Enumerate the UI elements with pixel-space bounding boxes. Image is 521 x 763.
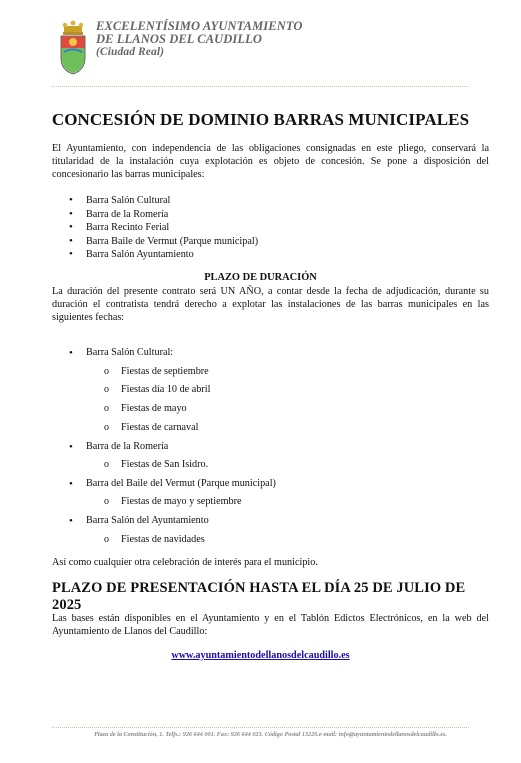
duration-paragraph: La duración del presente contrato será UN AÑO, a contar desde la fecha de adjudicación, durante su duración el contratista tendrá derecho a explotar las instalaciones de las barras municipales en las siguientes fechas: [52,286,489,323]
schedule-event: o Fiestas de San Isidro. [52,456,489,475]
schedule-bar: • Barra de la Romería [52,438,489,457]
schedule-bar: • Barra del Baile del Vermut (Parque municipal) [52,475,489,494]
footer-divider [52,727,469,728]
deadline-heading: PLAZO DE PRESENTACIÓN HASTA EL DÍA 25 DE JULIO DE 2025 [52,580,466,613]
intro-paragraph: El Ayuntamiento, con independencia de las obligaciones consignadas en este pliego, conservará la titularidad de la instalación cuya explotación es objeto de concesión. Se pone a disposición del concesionario las barras municipales: [52,143,489,180]
list-item: • Barra Baile de Vermut (Parque municipal) [52,235,489,249]
list-item: • Barra Salón Ayuntamiento [52,248,489,262]
schedule-event: o Fiestas de septiembre [52,363,489,382]
org-line-1: EXCELENTÍSIMO AYUNTAMIENTO [96,19,303,33]
organization-name [96,20,302,59]
bases-paragraph: Las bases están disponibles en el Ayuntamiento y en el Tablón Edictos Electrónicos, en la web del Ayuntamiento de Llanos del Caudillo: [52,613,489,637]
footer-contact: Plaza de la Constitución, 1. Telfs.: 926 644 001. Fax: 926 644 023. Código Postal 13220.e-mail: info@ayuntamientodellanosdelcaudillo.es. [94,731,447,738]
schedule-event: o Fiestas día 10 de abril [52,381,489,400]
list-item: • Barra de la Romería [52,208,489,222]
document-title: CONCESIÓN DE DOMINIO BARRAS MUNICIPALES [51,110,470,129]
website-container [0,650,521,661]
schedule-bar: • Barra Salón del Ayuntamiento [52,512,489,531]
org-line-3: (Ciudad Real) [96,46,165,58]
duration-heading: PLAZO DE DURACIÓN [204,272,317,283]
header-divider [52,86,469,87]
other-celebrations-text: Así como cualquier otra celebración de interés para el municipio. [52,557,318,568]
schedule-event: o Fiestas de carnaval [52,419,489,438]
coat-of-arms-icon [56,20,90,76]
bars-list [52,194,489,262]
schedule-event: o Fiestas de navidades [52,531,489,550]
list-item: • Barra Salón Cultural [52,194,489,208]
schedule-event: o Fiestas de mayo [52,400,489,419]
schedule-event: o Fiestas de mayo y septiembre [52,493,489,512]
website-link[interactable]: www.ayuntamientodellanosdelcaudillo.es [171,650,350,661]
schedule-list [52,344,489,550]
schedule-bar: • Barra Salón Cultural: [52,344,489,363]
org-line-2: DE LLANOS DEL CAUDILLO [96,32,262,46]
list-item: • Barra Recinto Ferial [52,221,489,235]
